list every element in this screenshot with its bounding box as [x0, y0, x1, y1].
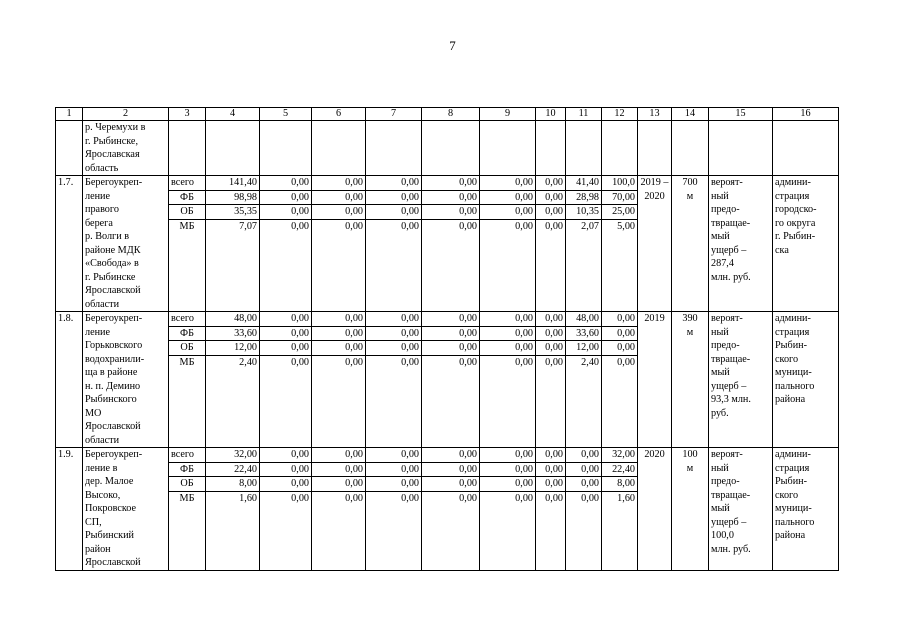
executor-line: муници-: [775, 367, 812, 378]
funding-source: ФБ: [169, 326, 205, 341]
amount-cell-c7: [366, 312, 422, 448]
object-name-line: Покровское: [85, 503, 137, 514]
amount-value: 0,00: [345, 177, 363, 188]
executor-line: городско-: [775, 204, 817, 215]
table-row: [56, 312, 839, 448]
amount-value: 0,00: [602, 355, 637, 370]
empty-cell: [709, 121, 773, 176]
object-name-line: Берегоукреп-: [85, 177, 143, 188]
funding-source: МБ: [169, 219, 205, 234]
prevented-damage-line: 93,3 млн.: [711, 394, 751, 405]
prevented-damage-line: ный: [711, 462, 729, 474]
amount-value: 0,00: [291, 449, 309, 460]
amount-value: 0,00: [536, 491, 565, 506]
prevented-damage-line: мый: [711, 503, 730, 514]
amount-value: 0,00: [480, 190, 535, 205]
prevented-damage-line: ущерб –: [711, 516, 747, 528]
empty-cell: [206, 121, 260, 176]
funding-source: ОБ: [169, 204, 205, 219]
length-line: 100: [682, 449, 698, 460]
object-name-cell: [83, 176, 169, 312]
amount-cell-c4: [206, 448, 260, 571]
amount-value: 8,00: [602, 476, 637, 491]
amount-value: 25,00: [602, 204, 637, 219]
funding-source: всего: [171, 449, 194, 460]
prevented-damage-line: твращае-: [711, 353, 751, 365]
amount-cell-c12: [602, 448, 638, 571]
prevented-damage-line: твращае-: [711, 217, 751, 229]
prevented-damage-line: 100,0: [711, 530, 734, 541]
object-name-line: Берегоукреп-: [85, 313, 143, 324]
funding-source: МБ: [169, 491, 205, 506]
amount-value: 0,00: [515, 313, 533, 324]
object-name-line: г. Рыбинске,: [85, 135, 139, 147]
amount-value: 0,00: [291, 313, 309, 324]
length-cell: [672, 176, 709, 312]
object-name-line: «Свобода» в: [85, 258, 139, 269]
prevented-damage-line: руб.: [711, 407, 729, 419]
funding-source: ОБ: [169, 340, 205, 355]
object-name-line: водохранили-: [85, 353, 145, 365]
amount-value: 0,00: [422, 476, 479, 491]
length-line: м: [686, 190, 694, 202]
executor-line: Рыбин-: [775, 476, 807, 487]
amount-value: 0,00: [459, 177, 477, 188]
table-row: [56, 448, 839, 571]
prevented-damage-line: мый: [711, 367, 730, 378]
amount-cell-c10: [536, 176, 566, 312]
amount-value: 0,00: [401, 449, 419, 460]
object-name-line: Высоко,: [85, 489, 121, 501]
funding-source-cell: [169, 312, 206, 448]
amount-value: 0,00: [617, 313, 635, 324]
amount-cell-c4: [206, 176, 260, 312]
header-cell: 9: [480, 108, 536, 121]
amount-value: 22,40: [206, 462, 259, 477]
amount-value: 0,00: [422, 340, 479, 355]
length-line: м: [686, 462, 694, 474]
header-cell: 1: [56, 108, 83, 121]
amount-value: 0,00: [260, 219, 311, 234]
amount-value: 0,00: [480, 340, 535, 355]
amount-value: 0,00: [366, 491, 421, 506]
amount-value: 0,00: [366, 190, 421, 205]
executor-line: админи-: [775, 177, 811, 188]
amount-value: 2,40: [206, 355, 259, 370]
period-cell: [638, 176, 672, 312]
period-cell: [638, 312, 672, 448]
amount-value: 0,00: [366, 326, 421, 341]
amount-value: 0,00: [345, 313, 363, 324]
amount-cell-c11: [566, 312, 602, 448]
amount-value: 28,98: [566, 190, 601, 205]
amount-value: 0,00: [536, 219, 565, 234]
amount-value: 0,00: [260, 190, 311, 205]
amount-value: 0,00: [260, 355, 311, 370]
funding-source: ФБ: [169, 462, 205, 477]
amount-value: 1,60: [602, 491, 637, 506]
amount-value: 32,00: [612, 449, 635, 460]
prevented-damage-line: предо-: [711, 476, 740, 487]
object-name-line: г. Рыбинске: [85, 271, 136, 283]
object-name-line: ление: [85, 190, 111, 202]
amount-value: 0,00: [566, 462, 601, 477]
executor-line: го округа: [775, 217, 816, 229]
amount-value: 0,00: [312, 340, 365, 355]
amount-value: 100,0: [612, 177, 635, 188]
amount-value: 41,40: [576, 177, 599, 188]
amount-value: 0,00: [536, 204, 565, 219]
prevented-damage-cell: [709, 176, 773, 312]
object-name-line: Ярославской: [85, 421, 141, 432]
amount-value: 0,00: [545, 313, 563, 324]
page-number: 7: [449, 38, 456, 53]
amount-value: 0,00: [422, 326, 479, 341]
object-name-line: область: [85, 162, 119, 174]
header-cell: 16: [773, 108, 839, 121]
amount-value: 0,00: [459, 313, 477, 324]
amount-value: 0,00: [291, 177, 309, 188]
amount-value: 0,00: [536, 340, 565, 355]
executor-line: Рыбин-: [775, 340, 807, 351]
amount-value: 0,00: [366, 355, 421, 370]
amount-value: 0,00: [480, 491, 535, 506]
amount-value: 0,00: [422, 462, 479, 477]
header-cell: 7: [366, 108, 422, 121]
amount-value: 0,00: [545, 449, 563, 460]
amount-value: 0,00: [536, 326, 565, 341]
amount-value: 0,00: [602, 340, 637, 355]
amount-value: 0,00: [312, 462, 365, 477]
amount-cell-c10: [536, 312, 566, 448]
amount-value: 0,00: [566, 491, 601, 506]
amount-cell-c5: [260, 176, 312, 312]
amount-value: 0,00: [422, 190, 479, 205]
period-line: 2019 –: [640, 177, 669, 188]
amount-value: 0,00: [260, 491, 311, 506]
header-cell: 13: [638, 108, 672, 121]
amount-value: 0,00: [602, 326, 637, 341]
executor-line: админи-: [775, 313, 811, 324]
length-line: м: [686, 326, 694, 338]
empty-cell: [773, 121, 839, 176]
period-line: 2019: [644, 313, 665, 324]
object-name-line: МО: [85, 407, 102, 419]
empty-cell: [638, 121, 672, 176]
amount-value: 0,00: [260, 204, 311, 219]
amount-cell-c6: [312, 312, 366, 448]
amount-value: 0,00: [536, 476, 565, 491]
empty-cell: [260, 121, 312, 176]
prevented-damage-line: млн. руб.: [711, 271, 751, 283]
amount-value: 0,00: [536, 355, 565, 370]
amount-value: 0,00: [401, 313, 419, 324]
prevented-damage-line: предо-: [711, 340, 740, 351]
prevented-damage-line: предо-: [711, 204, 740, 215]
program-table: [55, 107, 839, 571]
amount-value: 0,00: [345, 449, 363, 460]
executor-cell: [773, 176, 839, 312]
object-name-cell: [83, 121, 169, 176]
amount-value: 0,00: [312, 204, 365, 219]
amount-value: 0,00: [260, 340, 311, 355]
amount-value: 0,00: [536, 190, 565, 205]
amount-cell-c10: [536, 448, 566, 571]
table-row: [56, 176, 839, 312]
object-name-line: Берегоукреп-: [85, 449, 143, 460]
amount-value: 0,00: [515, 177, 533, 188]
amount-value: 8,00: [206, 476, 259, 491]
empty-cell: [602, 121, 638, 176]
amount-value: 0,00: [366, 462, 421, 477]
executor-line: ска: [775, 244, 789, 256]
prevented-damage-line: вероят-: [711, 313, 743, 324]
amount-cell-c8: [422, 176, 480, 312]
funding-source-cell: [169, 176, 206, 312]
prevented-damage-line: ный: [711, 190, 729, 202]
amount-value: 0,00: [480, 326, 535, 341]
amount-value: 48,00: [234, 313, 257, 324]
header-cell: 15: [709, 108, 773, 121]
amount-value: 0,00: [312, 355, 365, 370]
empty-cell: [366, 121, 422, 176]
object-name-line: р. Волги в: [85, 231, 130, 242]
object-name-line: Ярославская: [85, 149, 140, 160]
amount-cell-c9: [480, 448, 536, 571]
executor-line: админи-: [775, 449, 811, 460]
empty-cell: [672, 121, 709, 176]
executor-line: ского: [775, 489, 799, 501]
header-cell: 11: [566, 108, 602, 121]
amount-cell-c6: [312, 176, 366, 312]
amount-value: 0,00: [515, 449, 533, 460]
amount-cell-c9: [480, 312, 536, 448]
amount-value: 1,60: [206, 491, 259, 506]
amount-value: 0,00: [366, 476, 421, 491]
empty-cell: [536, 121, 566, 176]
executor-line: страция: [775, 190, 810, 202]
continuation-row: [56, 121, 839, 176]
funding-source: МБ: [169, 355, 205, 370]
amount-value: 70,00: [602, 190, 637, 205]
amount-cell-c5: [260, 448, 312, 571]
object-name-line: н. п. Демино: [85, 380, 141, 392]
header-cell: 10: [536, 108, 566, 121]
amount-cell-c4: [206, 312, 260, 448]
object-name-line: р. Черемухи в: [85, 122, 146, 133]
executor-cell: [773, 312, 839, 448]
prevented-damage-line: вероят-: [711, 177, 743, 188]
amount-value: 0,00: [312, 491, 365, 506]
amount-value: 0,00: [480, 462, 535, 477]
executor-line: пального: [775, 516, 815, 528]
amount-value: 0,00: [545, 177, 563, 188]
amount-cell-c7: [366, 176, 422, 312]
funding-source-cell: [169, 448, 206, 571]
object-name-line: ление: [85, 326, 111, 338]
amount-value: 10,35: [566, 204, 601, 219]
object-name-cell: [83, 312, 169, 448]
amount-value: 0,00: [312, 219, 365, 234]
row-number: 1.8.: [56, 312, 83, 448]
prevented-damage-line: ный: [711, 326, 729, 338]
prevented-damage-cell: [709, 448, 773, 571]
prevented-damage-line: твращае-: [711, 489, 751, 501]
amount-value: 0,00: [401, 177, 419, 188]
amount-value: 7,07: [206, 219, 259, 234]
empty-cell: [169, 121, 206, 176]
amount-value: 0,00: [422, 491, 479, 506]
funding-source: ФБ: [169, 190, 205, 205]
object-name-line: Ярославской: [85, 557, 141, 568]
amount-value: 33,60: [566, 326, 601, 341]
header-cell: 6: [312, 108, 366, 121]
header-cell: 4: [206, 108, 260, 121]
object-name-line: Рыбинского: [85, 394, 137, 405]
amount-cell-c5: [260, 312, 312, 448]
amount-value: 0,00: [312, 326, 365, 341]
amount-value: 0,00: [422, 219, 479, 234]
amount-value: 98,98: [206, 190, 259, 205]
amount-cell-c8: [422, 448, 480, 571]
amount-cell-c12: [602, 176, 638, 312]
object-name-line: районе МДК: [85, 244, 141, 256]
period-line: 2020: [644, 449, 665, 460]
object-name-line: области: [85, 298, 120, 310]
object-name-line: области: [85, 434, 120, 446]
empty-cell: [480, 121, 536, 176]
amount-cell-c6: [312, 448, 366, 571]
amount-value: 0,00: [260, 476, 311, 491]
empty-cell: [566, 121, 602, 176]
executor-line: страция: [775, 326, 810, 338]
amount-value: 0,00: [366, 340, 421, 355]
executor-line: района: [775, 394, 806, 405]
length-cell: [672, 312, 709, 448]
prevented-damage-line: 287,4: [711, 258, 734, 269]
prevented-damage-line: млн. руб.: [711, 543, 751, 555]
prevented-damage-line: ущерб –: [711, 244, 747, 256]
funding-source: всего: [171, 313, 194, 324]
object-name-line: район: [85, 543, 111, 555]
amount-value: 0,00: [422, 204, 479, 219]
amount-value: 35,35: [206, 204, 259, 219]
object-name-line: ща в районе: [85, 367, 138, 378]
amount-value: 0,00: [480, 355, 535, 370]
object-name-line: берега: [85, 217, 113, 229]
amount-value: 0,00: [480, 204, 535, 219]
header-cell: 8: [422, 108, 480, 121]
header-cell: 12: [602, 108, 638, 121]
funding-source: всего: [171, 177, 194, 188]
amount-cell-c9: [480, 176, 536, 312]
object-name-line: Ярославской: [85, 285, 141, 296]
amount-value: 2,40: [566, 355, 601, 370]
amount-value: 0,00: [581, 449, 599, 460]
prevented-damage-cell: [709, 312, 773, 448]
amount-value: 0,00: [312, 476, 365, 491]
executor-line: страция: [775, 462, 810, 474]
amount-value: 0,00: [480, 476, 535, 491]
amount-cell-c11: [566, 176, 602, 312]
amount-value: 5,00: [602, 219, 637, 234]
length-line: 700: [682, 177, 698, 188]
row-number: 1.9.: [56, 448, 83, 571]
empty-cell: [56, 121, 83, 176]
amount-value: 33,60: [206, 326, 259, 341]
period-cell: [638, 448, 672, 571]
amount-value: 0,00: [260, 462, 311, 477]
amount-value: 0,00: [566, 476, 601, 491]
amount-cell-c12: [602, 312, 638, 448]
amount-cell-c11: [566, 448, 602, 571]
amount-value: 0,00: [459, 449, 477, 460]
empty-cell: [422, 121, 480, 176]
executor-line: пального: [775, 380, 815, 392]
prevented-damage-line: мый: [711, 231, 730, 242]
amount-value: 0,00: [366, 219, 421, 234]
object-name-cell: [83, 448, 169, 571]
length-cell: [672, 448, 709, 571]
header-cell: 14: [672, 108, 709, 121]
header-cell: 2: [83, 108, 169, 121]
amount-value: 32,00: [234, 449, 257, 460]
amount-value: 0,00: [422, 355, 479, 370]
row-number: 1.7.: [56, 176, 83, 312]
amount-value: 48,00: [576, 313, 599, 324]
executor-line: муници-: [775, 503, 812, 514]
amount-value: 0,00: [366, 204, 421, 219]
object-name-line: дер. Малое: [85, 476, 134, 487]
header-row: [56, 108, 839, 121]
header-cell: 3: [169, 108, 206, 121]
amount-value: 0,00: [312, 190, 365, 205]
executor-cell: [773, 448, 839, 571]
amount-value: 141,40: [228, 177, 257, 188]
empty-cell: [312, 121, 366, 176]
prevented-damage-line: вероят-: [711, 449, 743, 460]
object-name-line: Горьковского: [85, 340, 143, 351]
amount-value: 0,00: [260, 326, 311, 341]
amount-value: 0,00: [480, 219, 535, 234]
executor-line: ского: [775, 353, 799, 365]
object-name-line: Рыбинский: [85, 530, 134, 541]
prevented-damage-line: ущерб –: [711, 380, 747, 392]
amount-value: 12,00: [566, 340, 601, 355]
amount-cell-c8: [422, 312, 480, 448]
amount-value: 12,00: [206, 340, 259, 355]
amount-value: 0,00: [536, 462, 565, 477]
funding-source: ОБ: [169, 476, 205, 491]
executor-line: г. Рыбин-: [775, 231, 816, 242]
object-name-line: ление в: [85, 462, 118, 474]
length-line: 390: [682, 313, 698, 324]
object-name-line: СП,: [85, 516, 102, 528]
object-name-line: правого: [85, 204, 119, 215]
executor-line: района: [775, 530, 806, 541]
amount-value: 2,07: [566, 219, 601, 234]
header-cell: 5: [260, 108, 312, 121]
period-line: 2020: [644, 190, 665, 202]
amount-cell-c7: [366, 448, 422, 571]
amount-value: 22,40: [602, 462, 637, 477]
